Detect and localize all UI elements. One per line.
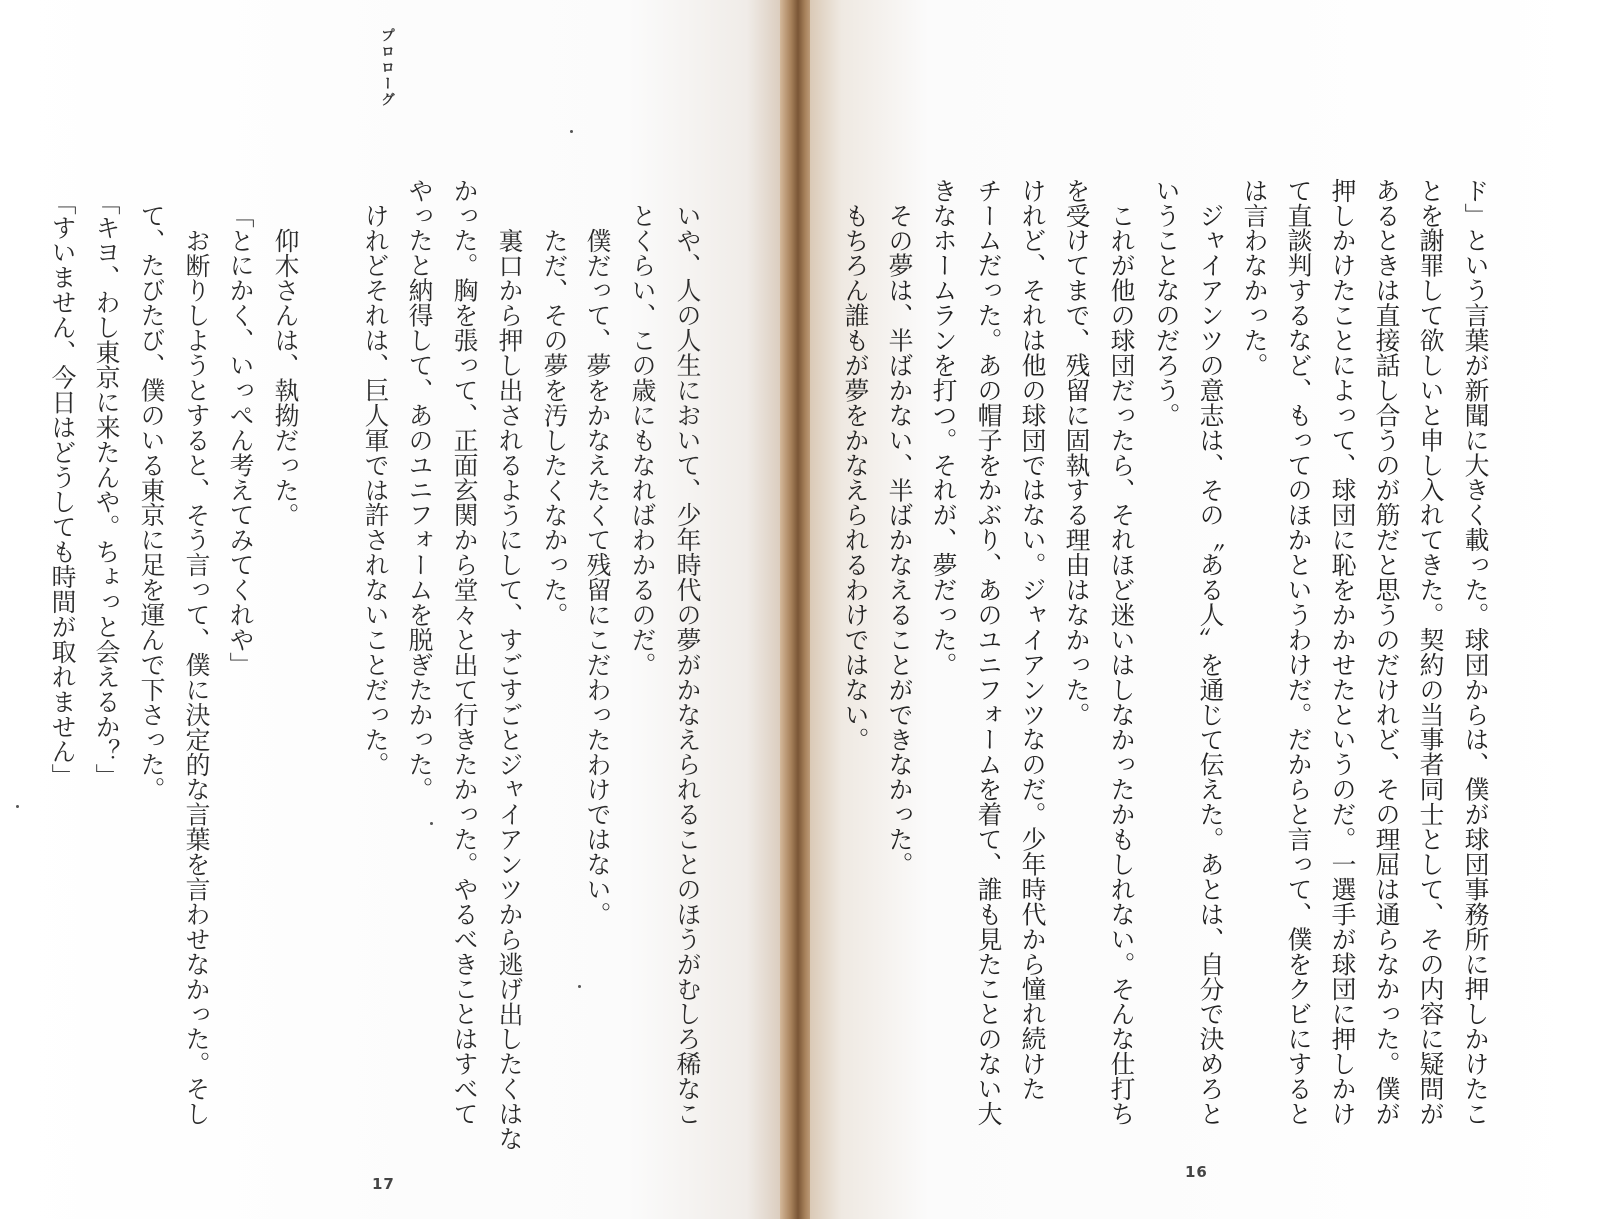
left-column-13: て、たびたび、僕のいる東京に足を運んで下さった。	[137, 203, 166, 802]
paper-speck	[578, 985, 581, 988]
left-column-2: とくらい、この歳にもなればわかるのだ。	[628, 203, 657, 678]
left-page-number: 17	[372, 1175, 395, 1193]
left-column-8: けれどそれは、巨人軍では許されないことだった。	[361, 203, 390, 777]
paper-speck	[430, 822, 433, 825]
right-column-7: ジャイアンツの意志は、その〝ある人〟を通じて伝えた。あとは、自分で決めろと	[1196, 203, 1225, 1127]
left-column-11: 「とにかく、いっぺん考えてみてくれや」	[226, 203, 255, 678]
right-column-1: ド」という言葉が新聞に大きく載った。球団からは、僕が球団事務所に押しかけたこ	[1461, 178, 1490, 1127]
right-column-14: その夢は、半ばかない、半ばかなえることができなかった。	[885, 203, 914, 877]
left-column-14: 「キヨ、わし東京に来たんや。ちょっと会えるか？」	[92, 190, 121, 789]
right-column-5: て直談判するなど、もってのほかというわけだ。だからと言って、僕をクビにすると	[1284, 178, 1313, 1127]
running-header: プロローグ	[379, 28, 395, 108]
right-column-2: とを謝罪して欲しいと申し入れてきた。契約の当事者同士として、その内容に疑問が	[1416, 178, 1445, 1127]
right-column-15: もちろん誰もが夢をかなえられるわけではない。	[841, 203, 870, 752]
right-column-3: あるときは直接話し合うのが筋だと思うのだけれど、その理屈は通らなかった。僕が	[1372, 178, 1401, 1127]
left-column-7: やったと納得して、あのユニフォームを脱ぎたかった。	[405, 178, 434, 802]
right-column-4: 押しかけたことによって、球団に恥をかかせたというのだ。一選手が球団に押しかけ	[1328, 178, 1357, 1127]
right-column-13: きなホームランを打つ。それが、夢だった。	[929, 178, 958, 677]
right-column-11: けれど、それは他の球団ではない。ジャイアンツなのだ。少年時代から憧れ続けた	[1018, 178, 1047, 1102]
right-page-number: 16	[1185, 1163, 1208, 1181]
left-column-15: 「すいません、今日はどうしても時間が取れません」	[48, 190, 77, 789]
right-column-6: は言わなかった。	[1240, 178, 1269, 378]
left-page	[0, 0, 786, 1219]
left-column-12: お断りしようとすると、そう言って、僕に決定的な言葉を言わせなかった。そし	[182, 228, 211, 1127]
left-column-3: 僕だって、夢をかなえたくて残留にこだわったわけではない。	[583, 228, 612, 927]
left-column-6: かった。胸を張って、正面玄関から堂々と出て行きたかった。やるべきことはすべて	[450, 178, 479, 1127]
left-column-1: いや、人の人生において、少年時代の夢がかなえられることのほうがむしろ稀なこ	[673, 203, 702, 1127]
right-column-10: を受けてまで、残留に固執する理由はなかった。	[1062, 178, 1091, 727]
left-column-10: 仰木さんは、執拗だった。	[271, 228, 300, 528]
left-column-5: 裏口から押し出されるようにして、すごすごとジャイアンツから逃げ出したくはな	[495, 228, 524, 1152]
left-column-4: ただ、その夢を汚したくなかった。	[540, 228, 569, 628]
right-column-8: いうことなのだろう。	[1152, 178, 1181, 428]
right-column-9: これが他の球団だったら、それほど迷いはしなかったかもしれない。そんな仕打ち	[1107, 203, 1136, 1127]
paper-speck	[16, 805, 19, 808]
paper-speck	[570, 130, 573, 133]
right-column-12: チームだった。あの帽子をかぶり、あのユニフォームを着て、誰も見たことのない大	[974, 178, 1003, 1127]
right-page	[810, 0, 1600, 1219]
